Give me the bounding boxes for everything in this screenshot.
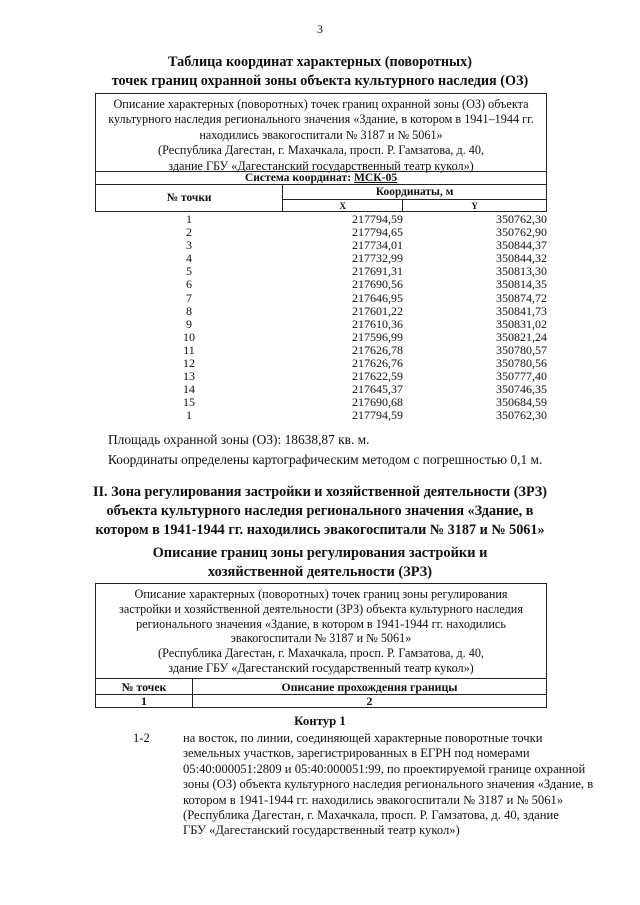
desc-line: Описание характерных (поворотных) точек границ охранной зоны (ОЗ) объекта	[113, 97, 529, 111]
segment-line: зоны (ОЗ) объекта культурного наследия регионального значения «Здание, в	[183, 777, 594, 792]
segment-line: на восток, по линии, соединяющей характерные поворотные точки	[183, 731, 543, 745]
contour-label: Контур 1	[294, 714, 346, 728]
coord-y: 350874,72	[496, 290, 547, 305]
segment-line: ГБУ «Дагестанский государственный театр кукол»)	[183, 823, 460, 838]
table-row	[95, 344, 547, 357]
point-number: 13	[183, 369, 195, 384]
title-line: Таблица координат характерных (поворотных)	[168, 54, 472, 70]
coord-table-title	[60, 53, 580, 91]
point-number: 6	[186, 277, 192, 292]
coord-y: 350684,59	[496, 395, 547, 410]
zrz-section-heading	[75, 483, 565, 540]
point-number: 11	[183, 342, 195, 357]
page-number: 3	[317, 22, 323, 36]
table-row	[95, 265, 547, 278]
coord-x: 217626,78	[352, 342, 403, 357]
segment-description	[183, 731, 610, 839]
coord-y: 350821,24	[496, 329, 547, 344]
coord-y: 350780,57	[496, 342, 547, 357]
coord-system	[96, 172, 547, 185]
point-number: 15	[183, 395, 195, 410]
segment-label: 1-2	[133, 731, 150, 745]
segment-line: 05:40:000051:2809 и 05:40:000051:99, по проектируемой границе охранной	[183, 761, 586, 776]
coord-y: 350841,73	[496, 303, 547, 318]
coord-x: 217794,59	[352, 212, 403, 226]
coord-y: 350831,02	[496, 316, 547, 331]
coord-x: 217601,22	[352, 303, 403, 318]
coord-y: 350844,37	[496, 238, 547, 253]
segment-line: котором в 1941-1944 гг. находились эвакогоспитали № 3187 и № 5061»	[183, 792, 564, 807]
coord-y: 350844,32	[496, 251, 547, 266]
coord-y: 350777,40	[496, 369, 547, 384]
coord-x: 217732,99	[352, 251, 403, 266]
heading-line: хозяйственной деятельности (ЗРЗ)	[207, 564, 433, 580]
desc-line: (Республика Дагестан, г. Махачкала, просп. Р. Гамзатова, д. 40,	[158, 646, 484, 661]
coord-table-header	[95, 171, 547, 212]
coord-y: 350746,35	[496, 382, 547, 397]
point-number: 4	[186, 251, 192, 266]
segment-line: (Республика Дагестан, г. Махачкала, просп. Р. Гамзатова, д. 40, здание	[183, 808, 559, 823]
coord-x: 217690,56	[352, 277, 403, 292]
title-line: точек границ охранной зоны объекта культурного наследия (ОЗ)	[111, 73, 529, 89]
coord-x: 217645,37	[352, 382, 403, 397]
table-row	[95, 370, 547, 383]
table-row	[95, 292, 547, 305]
col-header-y: Y	[403, 200, 547, 212]
col-header-description: Описание прохождения границы	[193, 679, 547, 695]
zrz-subheading	[75, 544, 565, 582]
table-row	[95, 331, 547, 344]
coord-x: 217794,65	[352, 225, 403, 240]
desc-line: эвакогоспитали № 3187 и № 5061»	[230, 631, 412, 646]
desc-line: (Республика Дагестан, г. Махачкала, просп. Р. Гамзатова, д. 40,	[158, 143, 484, 158]
segment-line: земельных участков, зарегистрированных в ЕГРН под номерами	[183, 746, 530, 761]
coord-y: 350813,30	[496, 264, 547, 279]
point-number: 9	[186, 316, 192, 331]
point-number: 1	[186, 408, 192, 423]
area-note: Площадь охранной зоны (ОЗ): 18638,87 кв. м.	[108, 432, 370, 447]
desc-line: Описание характерных (поворотных) точек границ зоны регулирования	[134, 587, 508, 601]
point-number: 1	[186, 212, 192, 226]
zrz-description-box	[95, 583, 547, 679]
table-row	[95, 278, 547, 291]
coord-y: 350762,30	[496, 212, 547, 226]
point-number: 5	[186, 264, 192, 279]
desc-line: здание ГБУ «Дагестанский государственный театр кукол»)	[168, 660, 474, 675]
coord-x: 217691,31	[352, 264, 403, 279]
coord-y: 350780,56	[496, 356, 547, 371]
point-number: 7	[186, 290, 192, 305]
col-header-x: X	[283, 200, 403, 212]
desc-line: застройки и хозяйственной деятельности (ЗРЗ) объекта культурного наследия	[119, 601, 523, 616]
coord-system-label: Система координат:	[244, 171, 354, 184]
coord-x: 217596,99	[352, 329, 403, 344]
point-number: 10	[183, 329, 195, 344]
heading-line: котором в 1941-1944 гг. находились эвакогоспитали № 3187 и № 5061»	[95, 522, 545, 538]
coord-x: 217610,36	[352, 316, 403, 331]
point-number: 3	[186, 238, 192, 253]
coord-x: 217690,68	[352, 395, 403, 410]
table-row	[95, 383, 547, 396]
table-row	[95, 213, 547, 226]
desc-line: культурного наследия регионального значения «Здание, в котором в 1941–1944 гг.	[108, 112, 534, 127]
table-row	[95, 252, 547, 265]
point-number: 14	[183, 382, 195, 397]
zrz-table-header	[95, 678, 547, 708]
col-header-coords: Координаты, м	[283, 185, 547, 200]
point-number: 8	[186, 303, 192, 318]
coord-system-value: МСК-05	[353, 171, 398, 184]
table-row	[95, 305, 547, 318]
coord-y: 350762,30	[496, 408, 547, 423]
desc-line: находились эвакогоспитали № 3187 и № 5061»	[199, 127, 443, 142]
coord-x: 217626,76	[352, 356, 403, 371]
coord-y: 350762,90	[496, 225, 547, 240]
coord-y: 350814,35	[496, 277, 547, 292]
oz-description-box	[95, 93, 547, 172]
col-number-2: 2	[193, 695, 547, 708]
heading-line: II. Зона регулирования застройки и хозяйственной деятельности (ЗРЗ)	[93, 484, 547, 500]
table-row	[95, 357, 547, 370]
col-number-1: 1	[96, 695, 193, 708]
coord-x: 217734,01	[352, 238, 403, 253]
table-row	[95, 226, 547, 239]
point-number: 2	[186, 225, 192, 240]
desc-line: здание ГБУ «Дагестанский государственный театр кукол»)	[168, 158, 474, 173]
table-row	[95, 239, 547, 252]
col-header-points: № точек	[96, 679, 193, 695]
heading-line: объекта культурного наследия регионального значения «Здание, в	[106, 503, 534, 519]
coord-rows	[95, 213, 547, 423]
table-row	[95, 318, 547, 331]
table-row	[95, 396, 547, 409]
coord-x: 217794,59	[352, 408, 403, 423]
coord-x: 217646,95	[352, 290, 403, 305]
desc-line: регионального значения «Здание, в котором в 1941-1944 гг. находились	[136, 616, 506, 631]
col-header-point: № точки	[96, 185, 283, 212]
accuracy-note: Координаты определены картографическим методом с погрешностью 0,1 м.	[108, 452, 543, 467]
table-row	[95, 409, 547, 422]
point-number: 12	[183, 356, 195, 371]
coord-x: 217622,59	[352, 369, 403, 384]
heading-line: Описание границ зоны регулирования застройки и	[152, 545, 488, 561]
